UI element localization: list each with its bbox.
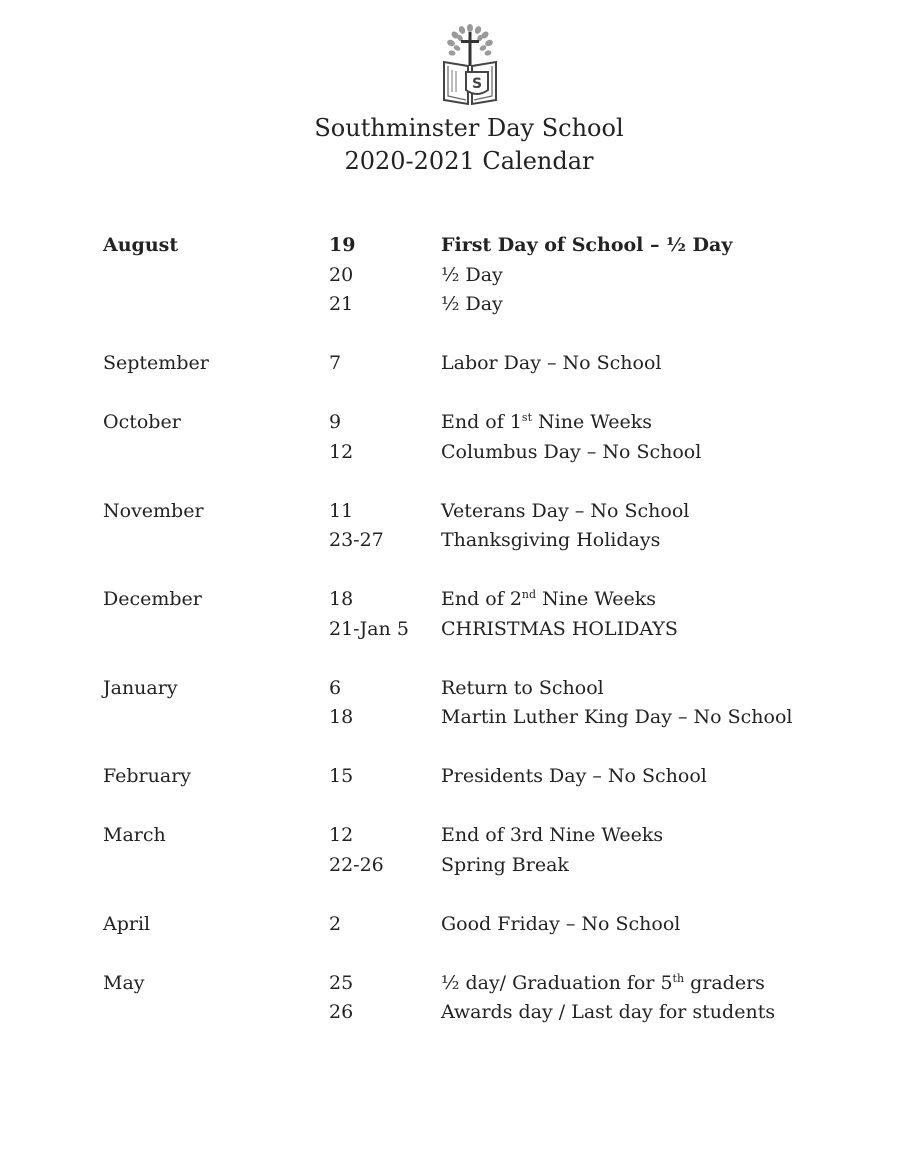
month-label: January — [103, 676, 178, 699]
event-description-text: End of 2 — [441, 588, 522, 610]
school-name: Southminster Day School — [314, 114, 624, 142]
event-date: 25 — [329, 971, 354, 994]
calendar-event-row — [103, 585, 883, 615]
event-description — [441, 585, 656, 615]
calendar-event-row — [103, 762, 883, 792]
calendar-event-row — [103, 969, 883, 999]
event-description-text: End of 1 — [441, 411, 522, 433]
event-date: 26 — [329, 1001, 354, 1023]
calendar-event-row — [103, 674, 883, 704]
event-date: 23-27 — [329, 529, 384, 551]
event-description: Columbus Day – No School — [441, 440, 702, 463]
month-group-october — [103, 408, 883, 467]
calendar-event-row — [103, 408, 883, 438]
month-group-september — [103, 349, 883, 379]
event-date: 12 — [329, 824, 354, 846]
event-description — [441, 969, 765, 999]
school-crest-icon — [430, 20, 510, 108]
calendar-event-row — [103, 261, 883, 291]
month-group-december — [103, 585, 883, 644]
calendar-event-row — [103, 998, 883, 1028]
month-group-april — [103, 910, 883, 940]
month-label: November — [103, 499, 204, 522]
school-logo — [430, 20, 510, 108]
month-label: May — [103, 971, 145, 994]
svg-text:S: S — [471, 76, 483, 92]
calendar-event-row — [103, 615, 883, 645]
month-group-march — [103, 821, 883, 880]
event-date: 12 — [329, 440, 354, 463]
event-date: 20 — [329, 263, 354, 286]
event-description: Veterans Day – No School — [441, 499, 690, 522]
ordinal-suffix: st — [521, 411, 532, 424]
event-date: 19 — [329, 234, 356, 256]
event-date: 21-Jan 5 — [329, 617, 409, 640]
calendar-event-row — [103, 438, 883, 468]
calendar-event-row — [103, 231, 883, 261]
event-description: Awards day / Last day for students — [441, 1001, 776, 1023]
event-date: 18 — [329, 706, 354, 728]
event-description: End of 3rd Nine Weeks — [441, 824, 664, 846]
event-description: Return to School — [441, 676, 604, 699]
calendar-event-row — [103, 526, 883, 556]
calendar-event-row — [103, 349, 883, 379]
event-description: First Day of School – ½ Day — [441, 234, 733, 256]
event-description — [441, 408, 652, 438]
ordinal-suffix: th — [672, 971, 685, 985]
event-date: 9 — [329, 411, 342, 433]
calendar-event-row — [103, 290, 883, 320]
event-description-text: Nine Weeks — [536, 588, 657, 610]
event-date: 2 — [329, 912, 342, 935]
calendar-event-row — [103, 910, 883, 940]
event-description: Labor Day – No School — [441, 352, 662, 374]
calendar-event-row — [103, 703, 883, 733]
event-description: Martin Luther King Day – No School — [441, 706, 793, 728]
event-description-text: graders — [684, 971, 765, 994]
calendar-event-row — [103, 497, 883, 527]
event-description: ½ Day — [441, 293, 503, 315]
month-label: September — [103, 352, 209, 374]
calendar-title: 2020-2021 Calendar — [344, 147, 594, 175]
title-block — [0, 112, 920, 178]
month-group-january — [103, 674, 883, 733]
event-date: 18 — [329, 588, 354, 610]
event-date: 22-26 — [329, 853, 384, 876]
ordinal-suffix: nd — [521, 588, 537, 601]
event-date: 6 — [329, 676, 342, 699]
event-description-text: ½ day/ Graduation for 5 — [441, 971, 673, 994]
month-group-november — [103, 497, 883, 556]
event-description: Thanksgiving Holidays — [441, 529, 661, 551]
month-label: February — [103, 765, 192, 787]
month-label: April — [103, 912, 151, 935]
event-description: Presidents Day – No School — [441, 765, 707, 787]
month-label: December — [103, 588, 202, 610]
month-group-august — [103, 231, 883, 320]
calendar-event-row — [103, 821, 883, 851]
calendar-event-row — [103, 851, 883, 881]
event-date: 11 — [329, 499, 354, 522]
event-description: ½ Day — [441, 263, 503, 286]
month-label: October — [103, 411, 181, 433]
month-group-february — [103, 762, 883, 792]
event-description: Spring Break — [441, 853, 569, 876]
event-description-text: Nine Weeks — [532, 411, 652, 433]
event-date: 21 — [329, 293, 354, 315]
event-description: CHRISTMAS HOLIDAYS — [441, 617, 678, 640]
month-group-may — [103, 969, 883, 1028]
event-date: 15 — [329, 765, 354, 787]
event-description: Good Friday – No School — [441, 912, 681, 935]
calendar-list — [103, 231, 883, 1057]
month-label: March — [103, 824, 166, 846]
month-label: August — [103, 234, 179, 256]
event-date: 7 — [329, 352, 342, 374]
